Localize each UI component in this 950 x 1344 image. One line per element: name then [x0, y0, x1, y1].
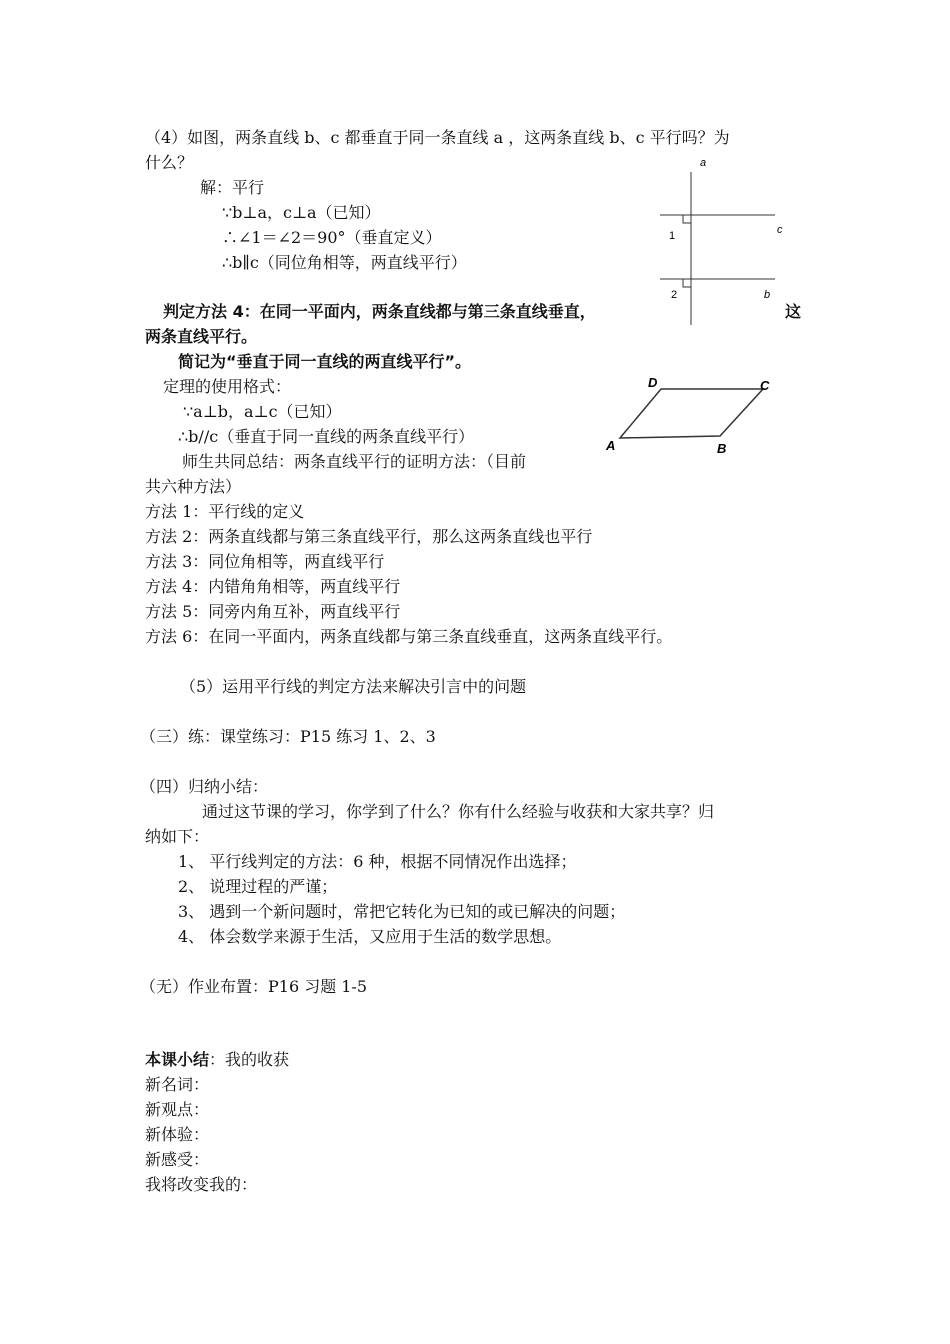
proof-step-1: ∵b⊥a，c⊥a（已知） [222, 203, 381, 222]
proof-step-3: ∴b∥c（同位角相等，两直线平行） [222, 253, 467, 272]
summary-field: 新感受： [145, 1150, 210, 1169]
perpendicular-lines-figure [660, 155, 790, 327]
method-item: 方法 6：在同一平面内，两条直线都与第三条直线垂直，这两条直线平行。 [145, 627, 673, 646]
section-4-intro-line1: 通过这节课的学习，你学到了什么？你有什么经验与收获和大家共享？归 [202, 802, 715, 821]
lesson-summary-heading [145, 1050, 289, 1070]
right-angle-mark-1 [683, 215, 691, 223]
method-4-short-form: 简记为“垂直于同一直线的两直线平行”。 [178, 352, 472, 371]
method-item: 方法 1：平行线的定义 [145, 502, 305, 521]
section-4-title: （四）归纳小结： [140, 777, 269, 796]
parallelogram-abcd [620, 389, 763, 438]
method-item: 方法 3：同位角相等，两直线平行 [145, 552, 385, 571]
solution-label: 解：平行 [200, 178, 265, 197]
theorem-step-2: ∴b//c（垂直于同一直线的两条直线平行） [178, 427, 475, 446]
label-b: b [764, 289, 771, 301]
summary-line2: 共六种方法） [145, 477, 242, 496]
lesson-summary-subtitle: ：我的收获 [209, 1050, 290, 1069]
method-item: 方法 4：内错角角相等，两直线平行 [145, 577, 401, 596]
section-3-practice: （三）练：课堂练习：P15 练习 1、2、3 [140, 727, 436, 746]
theorem-step-1: ∵a⊥b，a⊥c（已知） [183, 402, 342, 421]
summary-field: 新体验： [145, 1125, 210, 1144]
label-c: c [777, 224, 783, 236]
summary-item: 3、 遇到一个新问题时，常把它转化为已知的或已解决的问题； [178, 902, 626, 921]
summary-item: 1、 平行线判定的方法：6 种，根据不同情况作出选择； [178, 852, 577, 871]
method-item: 方法 2：两条直线都与第三条直线平行，那么这两条直线也平行 [145, 527, 593, 546]
parallelogram-figure [600, 370, 790, 460]
proof-step-2: ∴∠1＝∠2＝90°（垂直定义） [222, 228, 442, 247]
method-item: 方法 5：同旁内角互补，两直线平行 [145, 602, 401, 621]
right-angle-mark-2 [683, 279, 691, 287]
method-4-title: 判定方法 4：在同一平面内，两条直线都与第三条直线垂直， [163, 302, 596, 321]
label-C: C [760, 378, 770, 393]
label-angle-2: 2 [671, 289, 678, 301]
question-5: （5）运用平行线的判定方法来解决引言中的问题 [180, 677, 527, 696]
label-a: a [700, 157, 707, 169]
section-4-intro-line2: 纳如下： [145, 827, 210, 846]
question-4-line2: 什么？ [145, 153, 194, 172]
question-4-line1: （4）如图，两条直线 b、c 都垂直于同一条直线 a ，这两条直线 b、c 平行吗？为 [145, 128, 730, 147]
homework: （无）作业布置：P16 习题 1-5 [140, 977, 368, 996]
summary-item: 4、 体会数学来源于生活，又应用于生活的数学思想。 [178, 927, 562, 946]
label-angle-1: 1 [669, 230, 676, 242]
lesson-summary-title: 本课小结 [145, 1050, 210, 1069]
label-B: B [717, 441, 727, 456]
summary-field: 新名词： [145, 1075, 210, 1094]
summary-field: 新观点： [145, 1100, 210, 1119]
label-D: D [648, 375, 658, 390]
theorem-format-title: 定理的使用格式： [163, 377, 292, 396]
summary-line1: 师生共同总结：两条直线平行的证明方法：（目前 [182, 452, 527, 471]
label-A: A [606, 438, 616, 453]
summary-item: 2、 说理过程的严谨； [178, 877, 338, 896]
summary-field: 我将改变我的： [145, 1175, 258, 1194]
method-4-title-end: 这 [785, 302, 802, 321]
method-4-title-cont: 两条直线平行。 [145, 327, 258, 346]
